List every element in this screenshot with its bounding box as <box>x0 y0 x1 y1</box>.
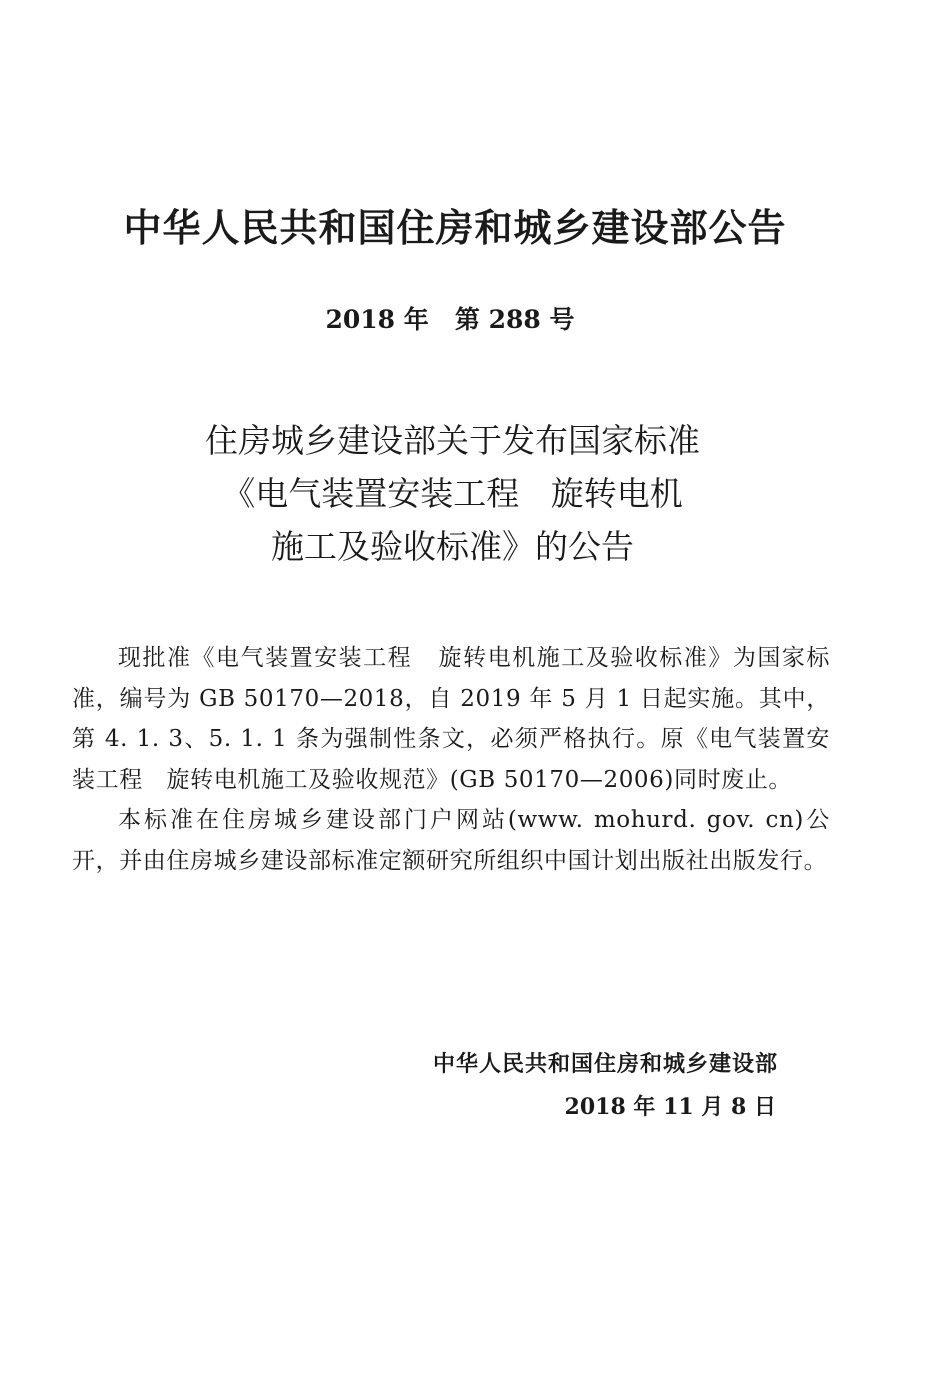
notice-title-line-2: 《电气装置安装工程 旋转电机 <box>222 474 683 513</box>
signature-issuer: 中华人民共和国住房和城乡建设部 <box>432 1052 778 1077</box>
body-paragraph-approval: 现批准《电气装置安装工程 旋转电机施工及验收标准》为国家标准，编号为 GB 50170—2018，自 2019 年 5 月 1 日起实施。其中，第 4. 1. 3、5. 1. 1 条为强制性条文，必须严格执行。原《电气装置安装工程 旋转电机施工及验收规范》(GB 50170—2006)同时废止。 <box>72 645 830 793</box>
notice-title-line-1: 住房城乡建设部关于发布国家标准 <box>205 421 700 460</box>
issuer-heading: 中华人民共和国住房和城乡建设部公告 <box>123 206 787 250</box>
notice-title <box>0 414 905 573</box>
notice-body <box>72 638 830 882</box>
body-paragraph-publication: 本标准在住房城乡建设部门户网站(www. mohurd. gov. cn)公开，并由住房城乡建设部标准定额研究所组织中国计划出版社出版发行。 <box>72 807 830 874</box>
signature-date: 2018 年 11 月 8 日 <box>564 1094 776 1120</box>
issue-number: 2018 年 第 288 号 <box>325 305 575 334</box>
notice-title-line-3: 施工及验收标准》的公告 <box>271 527 634 566</box>
